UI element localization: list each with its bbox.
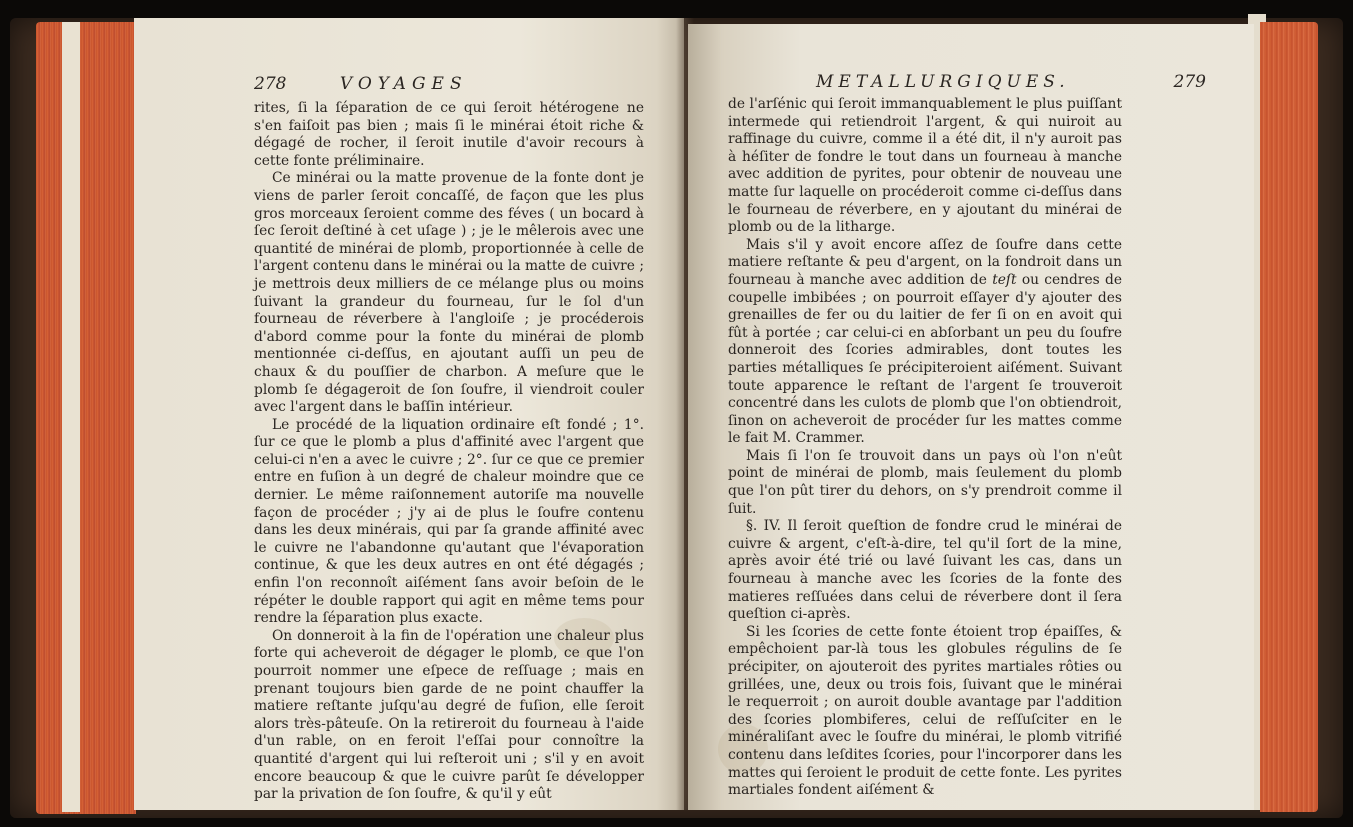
right-p2-text-a: Mais s'il y avoit encore aſſez de ſoufre dans cette matiere reſtante & peu d'argent, on la fondroit dans un fourneau à manche avec addition de [728, 236, 1122, 288]
right-page-header [816, 72, 1206, 92]
page-edges-left [36, 22, 136, 814]
right-p2-text-b: ou cendres de coupelle imbibées ; on pourroit eſſayer d'y ajouter des grenailles de fer ou du laitier de fer ſi on en avoit qui fût à portée ; car celui-ci en abſorbant un peu du ſoufre donneroit des ſcories admirables, dont toutes les parties métalliques ſe précipiteroient aiſément. Suivant toute apparence le reſtant de l'argent ſe trouveroit concentré dans les culots de plomb que l'on obtiendroit, ſinon on acheveroit de procéder ſur les mattes comme le fait M. Crammer. [728, 271, 1122, 447]
left-running-title: VOYAGES [339, 74, 468, 94]
right-paragraph-5: Si les ſcories de cette fonte étoient trop épaiſſes, & empêchoient par-là tous les globules régulins de ſe précipiter, on ajouteroit des pyrites martiales rôties ou grillées, une, deux ou trois fois, ſuivant que le minérai le requerroit ; on auroit double avantage par l'addition des ſcories plombiferes, celui de reſſuſciter en le minéraliſant avec le ſoufre du minérai, le plomb vitrifié contenu dans leſdites ſcories, pour l'incorporer dans les mattes qui ſeroient le produit de cette fonte. Les pyrites martiales fondent aiſément & [728, 623, 1122, 799]
left-page-header [254, 74, 468, 94]
page-edges-right [1260, 22, 1318, 812]
right-paragraph-3: Mais ſi l'on ſe trouvoit dans un pays où l'on n'eût point de minérai de plomb, mais ſeulement du plomb que l'on pût tirer du dehors, on s'y prendroit comme il ſuit. [728, 447, 1122, 517]
right-running-title: METALLURGIQUES. [816, 72, 1070, 92]
left-paragraph-3: Le procédé de la liquation ordinaire eſt fondé ; 1°. ſur ce que le plomb a plus d'affinité avec l'argent que celui-ci n'en a avec le cuivre ; 2°. ſur ce que ce premier entre en fuſion à un degré de chaleur moindre que ce dernier. Le même raiſonnement autoriſe ma nouvelle façon de procéder ; j'y ai de plus le ſoufre contenu dans les deux minérais, qui par ſa grande affinité avec le cuivre ne l'abandonne qu'autant que l'évaporation continue, & que les deux autres en ont été dégagés ; enfin l'on reconnoît aiſément ſans avoir beſoin de le répéter le double rapport qui agit en même tems pour rendre la ſéparation plus exacte. [254, 416, 644, 627]
left-page [134, 18, 684, 810]
right-paragraph-4: §. IV. Il ſeroit queſtion de fondre crud le minérai de cuivre & argent, c'eſt-à-dire, tel qu'il ſort de la mine, après avoir été trié ou lavé ſuivant les cas, dans un fourneau à manche avec les ſcories de la fonte des matieres reſſuées dans celui de réverbere dont il ſera queſtion ci-après. [728, 518, 1122, 623]
left-paragraph-1: rites, ſi la ſéparation de ce qui ſeroit hétérogene ne s'en faiſoit pas bien ; mais ſi le minérai étoit riche & dégagé de rocher, il ſeroit inutile d'avoir recours à cette fonte préliminaire. [254, 100, 644, 169]
right-page-text [728, 96, 1122, 800]
right-paragraph-1: de l'arſénic qui ſeroit immanquablement le plus puiſſant intermede qui retiendroit l'argent, & qui nuiroit au raffinage du cuivre, comme il a été dit, il n'y auroit pas à héſiter de fondre le tout dans un fourneau à manche avec addition de pyrites, pour obtenir de nouveau une matte ſur laquelle on procéderoit comme ci-deſſus dans le fourneau de réverbere, en y ajoutant du minérai de plomb ou de la litharge. [728, 96, 1122, 236]
right-page-number: 279 [1173, 72, 1206, 92]
right-page [688, 24, 1254, 810]
left-paragraph-2: Ce minérai ou la matte provenue de la fonte dont je viens de parler ſeroit concaſſé, de façon que les plus gros morceaux ſeroient comme des féves ( un bocard à ſec ſeroit deſtiné à cet uſage ) ; je le mêlerois avec une quantité de minérai de plomb, proportionnée à celle de l'argent contenu dans le minérai ou la matte de cuivre ; je mettrois deux milliers de ce mélange plus ou moins ſuivant la grandeur du fourneau, ſur le ſol d'un fourneau de réverbere à l'angloiſe ; je procéderois d'abord comme pour la fonte du minérai de plomb mentionnée ci-deſſus, en ajoutant auſſi un peu de chaux & du pouſſier de charbon. A meſure que le plomb ſe dégageroit de ſon ſoufre, il viendroit couler avec l'argent dans le baſſin intérieur. [254, 170, 644, 416]
right-paragraph-2 [728, 237, 1122, 448]
page-edge-paper-left [62, 22, 80, 812]
right-p2-italic-term: teſt [992, 271, 1017, 288]
left-page-number: 278 [254, 74, 287, 94]
left-page-text [254, 100, 644, 804]
left-paragraph-4: On donneroit à la fin de l'opération une chaleur plus forte qui acheveroit de dégager le plomb, ce que l'on pourroit nommer une eſpece de reſſuage ; mais en prenant toujours bien garde de ne point chauffer la matiere reſtante juſqu'au degré de fuſion, elle ſeroit alors très-pâteuſe. On la retireroit du fourneau à l'aide d'un rable, on en feroit l'eſſai pour connoître la quantité d'argent qui lui reſteroit uni ; s'il y en avoit encore beaucoup & que le cuivre parût ſe développer par la privation de ſon ſoufre, & qu'il y eût [254, 627, 644, 803]
